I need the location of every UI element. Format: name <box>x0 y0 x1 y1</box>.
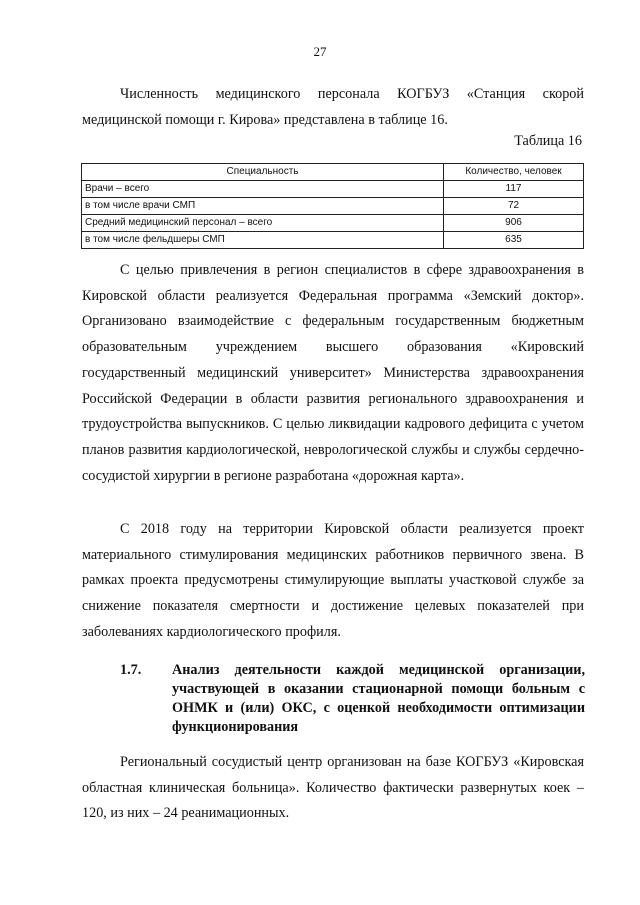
column-header-specialty: Специальность <box>82 164 444 181</box>
page-number: 27 <box>313 44 327 59</box>
table-row <box>82 232 584 249</box>
count-cell: 906 <box>444 215 584 232</box>
specialty-cell: в том числе врачи СМП <box>82 198 444 215</box>
count-cell: 635 <box>444 232 584 249</box>
section-heading <box>82 661 585 737</box>
body-paragraph: Региональный сосудистый центр организован на базе КОГБУЗ «Кировская областная клиническая больница». Количество фактически развернутых коек – 120, из них – 24 реанимационных. <box>82 754 584 822</box>
column-header-count: Количество, человек <box>444 164 584 181</box>
section-number: 1.7. <box>120 662 142 678</box>
intro-paragraph: Численность медицинского персонала КОГБУЗ «Станция скорой медицинской помощи г. Кирова» представлена в таблице 16. <box>82 86 584 128</box>
staff-table <box>81 163 584 249</box>
table-header-row <box>82 164 584 181</box>
specialty-cell: Врачи – всего <box>82 181 444 198</box>
section-title: Анализ деятельности каждой медицинской организации, участвующей в оказании стационарной помощи больным с ОНМК и (или) ОКС, с оценкой необходимости оптимизации функционирования <box>172 662 585 735</box>
specialty-cell: Средний медицинский персонал – всего <box>82 215 444 232</box>
count-cell: 72 <box>444 198 584 215</box>
count-cell: 117 <box>444 181 584 198</box>
table-row <box>82 181 584 198</box>
body-paragraph: С 2018 году на территории Кировской области реализуется проект материального стимулирования медицинских работников первичного звена. В рамках проекта предусмотрены стимулирующие выплаты участковой службе за снижение показателя смертности и достижение целевых показателей при заболеваниях кардиологического профиля. <box>82 521 584 640</box>
body-paragraph: С целью привлечения в регион специалистов в сфере здравоохранения в Кировской области реализуется Федеральная программа «Земский доктор». Организовано взаимодействие с федеральным государственным бюджетным образовательным учреждением высшего образования «Кировский государственный медицинский университет» Министерства здравоохранения Российской Федерации в области развития регионального здравоохранения и трудоустройства выпускников. С целью ликвидации кадрового дефицита с учетом планов развития кардиологической, неврологической службы и службы сердечно-сосудистой хирургии в регионе разработана «дорожная карта». <box>82 262 584 484</box>
table-caption: Таблица 16 <box>514 133 582 149</box>
table-row <box>82 198 584 215</box>
table-row <box>82 215 584 232</box>
specialty-cell: в том числе фельдшеры СМП <box>82 232 444 249</box>
